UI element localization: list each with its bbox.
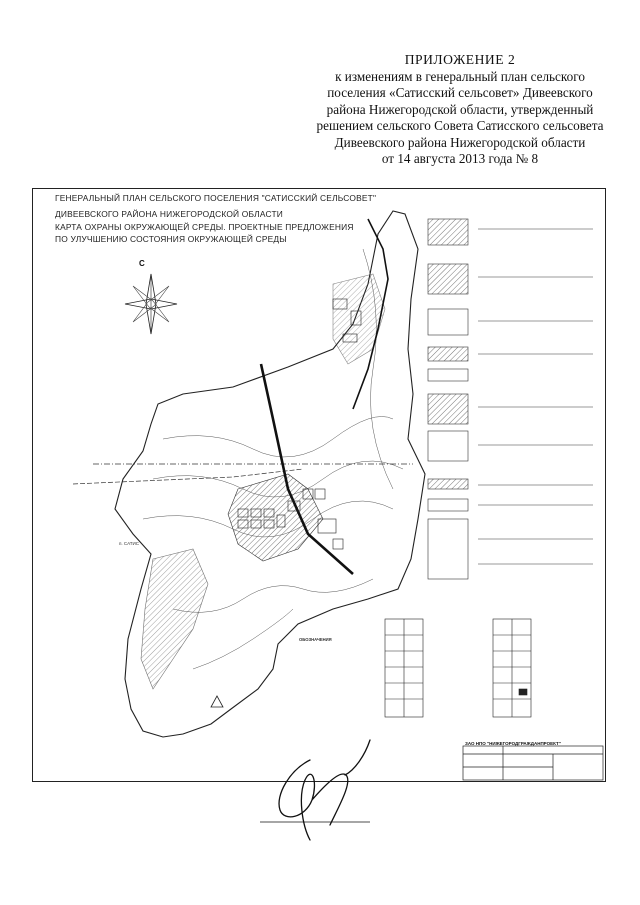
map-drawing <box>33 189 605 781</box>
appendix-header <box>300 52 620 168</box>
title-block <box>463 746 603 780</box>
map-sheet <box>32 188 606 782</box>
legend-panel <box>428 219 593 579</box>
map-title-line: ПО УЛУЧШЕНИЮ СОСТОЯНИЯ ОКРУЖАЮЩЕЙ СРЕДЫ <box>55 234 287 244</box>
settlement-label: п. САТИС <box>119 541 139 546</box>
appendix-text-line: Дивеевского района Нижегородской области <box>334 134 586 150</box>
appendix-text-line: к изменениям в генеральный план сельского <box>335 68 585 84</box>
appendix-text-line: района Нижегородской области, утвержденный <box>326 101 594 117</box>
warning-icon <box>211 696 223 707</box>
appendix-text-line: решением сельского Совета Сатисского сельсовета <box>316 118 604 133</box>
appendix-number: ПРИЛОЖЕНИЕ 2 <box>404 52 516 67</box>
legend-heading: ОБОЗНАЧЕНИЯ <box>299 637 332 642</box>
signature-icon <box>250 730 380 850</box>
map-title-line: КАРТА ОХРАНЫ ОКРУЖАЮЩЕЙ СРЕДЫ. ПРОЕКТНЫЕ ПРЕДЛОЖЕНИЯ <box>55 222 354 232</box>
appendix-date: от 14 августа 2013 года № 8 <box>381 151 539 166</box>
compass-letter: С <box>139 259 145 268</box>
map-title-line: ГЕНЕРАЛЬНЫЙ ПЛАН СЕЛЬСКОГО ПОСЕЛЕНИЯ "САТИССКИЙ СЕЛЬСОВЕТ" <box>55 193 377 203</box>
symbol-legend <box>385 619 531 717</box>
stamp-title: ЗАО НПО "НИЖЕГОРОДГРАЖДАНПРОЕКТ" <box>465 741 561 746</box>
appendix-text-line: поселения «Сатисский сельсовет» Дивеевского <box>327 85 593 100</box>
compass-rose-icon <box>125 274 177 334</box>
map-title-line: ДИВЕЕВСКОГО РАЙОНА НИЖЕГОРОДСКОЙ ОБЛАСТИ <box>55 209 283 219</box>
